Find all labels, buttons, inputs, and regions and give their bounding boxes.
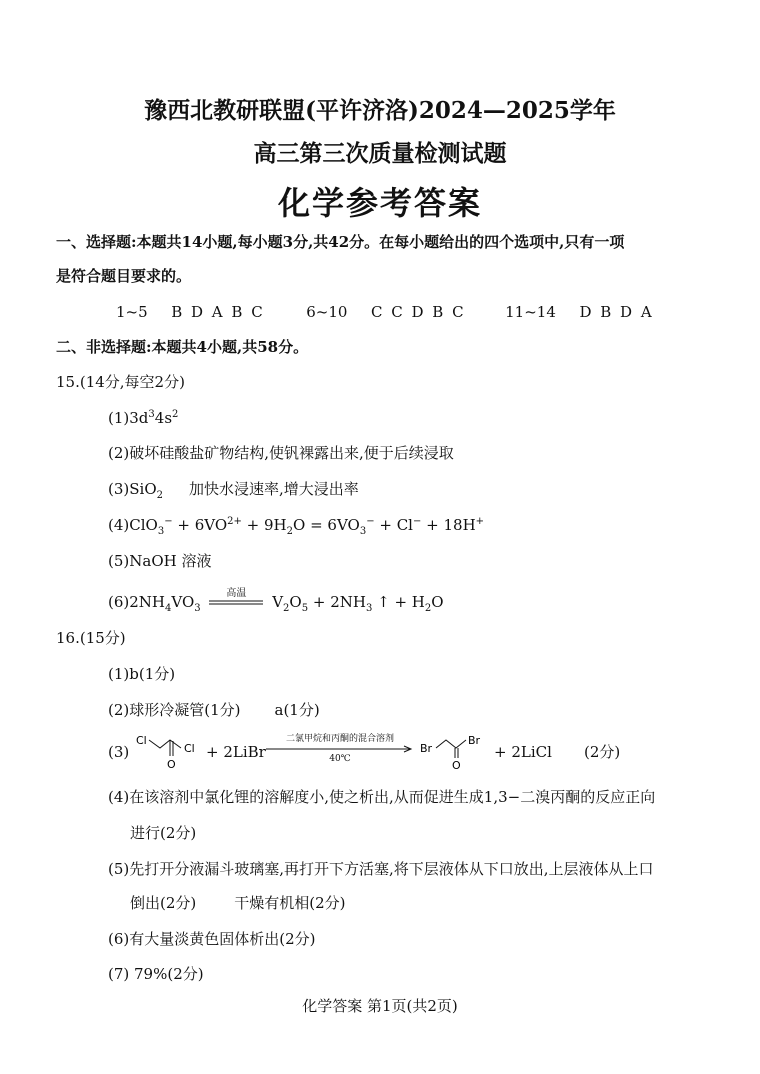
mc-answers-2: C C D B C [371,303,466,321]
double-line-icon [209,600,263,606]
q15-answer-6: $(6)2NH_4VO_3$ 高温 $V_2O_5 + 2NH_3$ ↑ + $H_2O$ [108,588,444,614]
reaction-arrow [266,734,414,765]
dichloroacetone-structure [134,728,204,772]
page-title: 化学参考答案 [277,184,482,222]
q16-answer-5a: (5)先打开分液漏斗玻璃塞,再打开下方活塞,将下层液体从下口放出,上层液体从上口 [108,860,654,878]
q15-label: 15.(14分,每空2分) [56,373,185,391]
q16-answer-4a: (4)在该溶剂中氯化锂的溶解度小,使之析出,从而促进生成1,3−二溴丙酮的反应正向 [108,788,656,806]
section1-heading-b: 是符合题目要求的。 [56,267,192,285]
q15-answer-3: (3)SiO$_2$ 加快水浸速率,增大浸出率 [108,480,359,501]
svg-text:Cl: Cl [184,742,195,755]
svg-text:O: O [167,758,176,771]
product-licl: + 2LiCl [494,743,552,761]
q16-label: 16.(15分) [56,629,126,647]
title-line-1: 豫西北教研联盟(平许济洛)2024—2025学年 [144,97,616,124]
q15-answer-5: (5)NaOH 溶液 [108,552,212,570]
q15-answer-2: (2)破坏硅酸盐矿物结构,使钒裸露出来,便于后续浸取 [108,444,454,462]
q16-answer-5b: 倒出(2分) 干燥有机相(2分) [130,894,346,912]
reaction-condition-top: 二氯甲烷和丙酮的混合溶剂 [285,734,394,744]
title-line-2: 高三第三次质量检测试题 [253,140,507,167]
mc-answers-row [116,302,654,322]
svg-text:Br: Br [420,742,433,755]
dibromoacetone-structure [418,728,490,772]
mc-range-3: 11~14 [505,303,556,321]
equilibrium-sign: 高温 [209,588,263,606]
svg-text:Br: Br [468,734,481,747]
reactant-libr: + 2LiBr [206,743,266,761]
q15-answer-4: $(4)ClO_3^- + 6VO^{2+} + 9H_2O = 6VO_3^- + Cl^- + 18H^+$ [108,516,485,537]
q16-answer-4b: 进行(2分) [130,824,197,842]
q16-answer-6: (6)有大量淡黄色固体析出(2分) [108,930,316,948]
svg-text:O: O [452,759,461,772]
q16-answer-2: (2)球形冷凝管(1分) a(1分) [108,701,320,719]
mc-answers-1: B D A B C [171,303,265,321]
mc-answers-3: D B D A [579,303,654,321]
q16-answer-3-prefix: (3) [108,743,130,761]
q15-answer-1: $(1)3d^34s^2$ [108,409,179,427]
section1-heading-a: 一、选择题:本题共14小题,每小题3分,共42分。在每小题给出的四个选项中,只有一项 [56,233,625,251]
q16-answer-1: (1)b(1分) [108,665,176,683]
q16-answer-7: (7) 79%(2分) [108,965,204,983]
reaction-condition-bottom: 40℃ [329,754,351,764]
q16-answer-3-score: (2分) [584,743,621,761]
mc-range-2: 6~10 [306,303,348,321]
svg-text:Cl: Cl [136,734,147,747]
page-footer: 化学答案 第1页(共2页) [302,997,458,1015]
mc-range-1: 1~5 [116,303,148,321]
section2-heading: 二、非选择题:本题共4小题,共58分。 [56,338,309,356]
right-arrow-icon [266,745,414,753]
